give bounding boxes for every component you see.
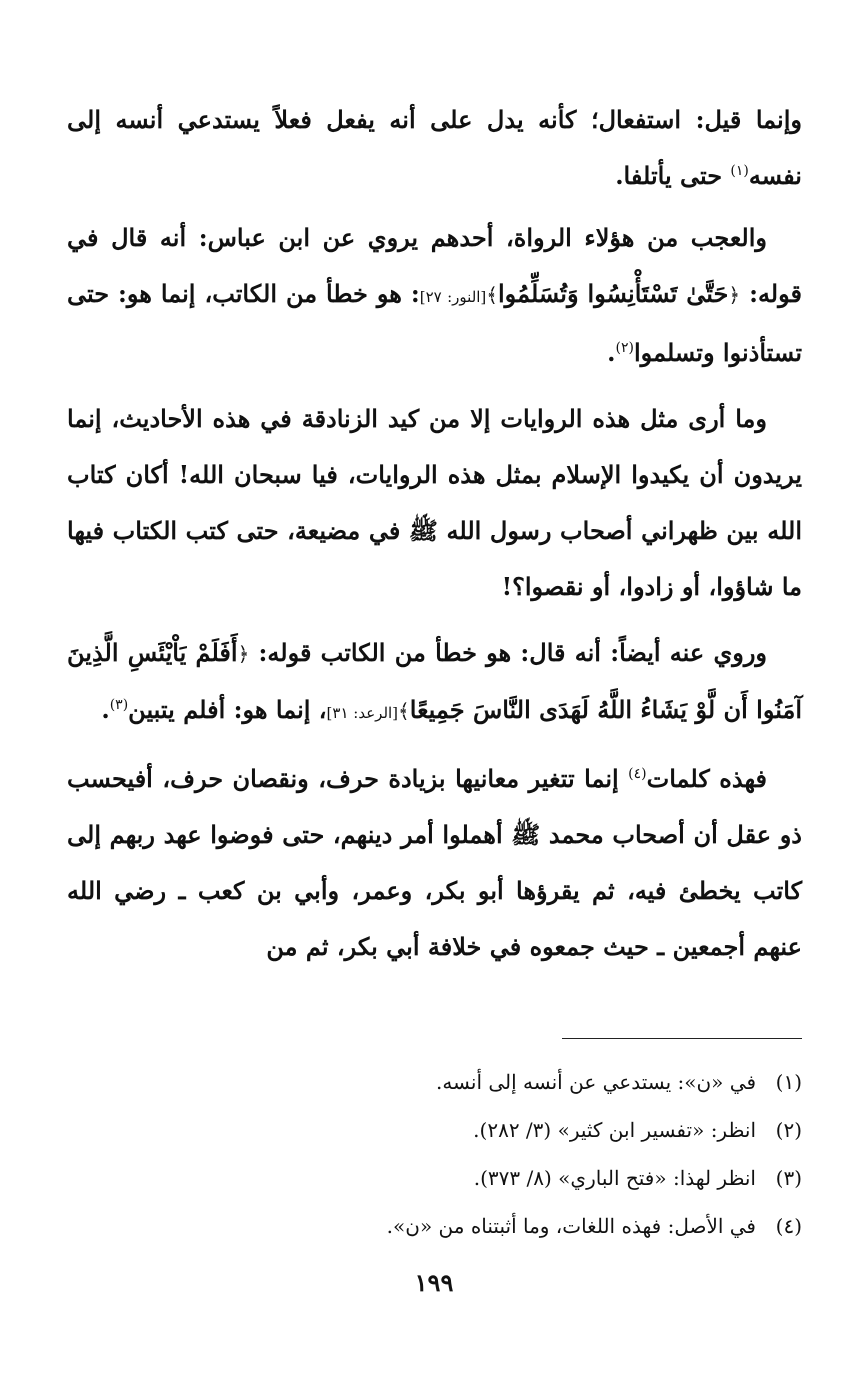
quran-verse: أَفَلَمْ يَاْيْئَسِ الَّذِينَ آمَنُوا أَن لَّوْ يَشَاءُ اللَّهُ لَهَدَى النَّاسَ جَمِيعًا [67,638,802,724]
paragraph-text: حتى يأتلفا. [615,161,731,190]
paragraph-4 [67,625,802,741]
footnote-2 [67,1106,802,1154]
footnote-number: (٤) [775,1214,802,1238]
paragraph-text: ، إنما هو: أفلم يتبين [128,695,327,724]
footnote-ref-3[interactable]: (٣) [109,697,129,713]
footnote-text: في الأصل: فهذه اللغات، وما أثبتناه من «ن». [386,1214,756,1238]
verse-citation: [النور: ٢٧] [419,288,487,306]
footnote-text: انظر: «تفسير ابن كثير» (٣/ ٢٨٢). [473,1118,756,1142]
footnote-3 [67,1154,802,1202]
quran-verse: حَتَّىٰ تَسْتَأْنِسُوا وَتُسَلِّمُوا [498,279,729,308]
paragraph-text: وما أرى مثل هذه الروايات إلا من كيد الزنادقة في هذه الأحاديث، إنما يريدون أن يكيدوا الإسلام بمثل هذه الروايات، فيا سبحان الله! أكان كتاب الله بين ظهراني أصحاب رسول الله ﷺ في مضيعة، حتى كتب الكتاب فيها ما شاؤوا، أو زادوا، أو نقصوا؟! [67,404,802,601]
paragraph-1 [67,92,802,204]
footnote-text: في «ن»: يستدعي عن أنسه إلى أنسه. [435,1070,756,1094]
footnote-ref-4[interactable]: (٤) [628,766,647,782]
paragraph-text: : هو خطأ من الكاتب، إنما هو: حتى تستأذنوا وتسلموا [67,279,802,367]
paragraph-2 [67,210,802,381]
footnote-number: (٣) [775,1166,802,1190]
main-text [67,92,802,985]
paragraph-3 [67,391,802,615]
quran-bracket-close: ﴾ [486,283,498,307]
paragraph-text: إنما تتغير معانيها بزيادة حرف، ونقصان حرف، أفيحسب ذو عقل أن أصحاب محمد ﷺ أهملوا أمر دينهم، حتى فوضوا عهد ربهم إلى كاتب يخطئ فيه، ثم يقرؤها أبو بكر، وعمر، وأبي بن كعب ـ رضي الله عنهم أجمعين ـ حيث جمعوه في خلافة أبي بكر، ثم من [67,764,802,961]
paragraph-text: . [101,695,110,724]
footnote-ref-1[interactable]: (١) [730,163,749,179]
paragraph-text: فهذه كلمات [646,764,768,793]
footnote-4 [67,1202,802,1250]
footnotes-section [67,1058,802,1250]
paragraph-text: والعجب من هؤلاء الرواة، أحدهم يروي عن ابن عباس: أنه قال في قوله: [67,223,802,308]
footnote-text: انظر لهذا: «فتح الباري» (٨/ ٣٧٣). [473,1166,756,1190]
footnote-1 [67,1058,802,1106]
quran-bracket-open: ﴿ [237,642,250,666]
footnote-number: (٢) [775,1118,802,1142]
verse-citation: [الرعد: ٣١] [326,704,399,722]
page-number: ١٩٩ [414,1268,454,1297]
paragraph-text: . [607,338,616,367]
paragraph-text: وروي عنه أيضاً: أنه قال: هو خطأ من الكاتب قوله: [249,638,767,667]
paragraph-text: وإنما قيل: استفعال؛ كأنه يدل على أنه يفعل فعلاً يستدعي أنسه إلى نفسه [67,105,802,190]
quran-bracket-close: ﴾ [398,699,410,723]
paragraph-5 [67,751,802,975]
quran-bracket-open: ﴿ [728,283,741,307]
footnote-ref-2[interactable]: (٢) [615,340,634,356]
footnote-number: (١) [775,1070,802,1094]
footnote-divider [562,1038,802,1039]
